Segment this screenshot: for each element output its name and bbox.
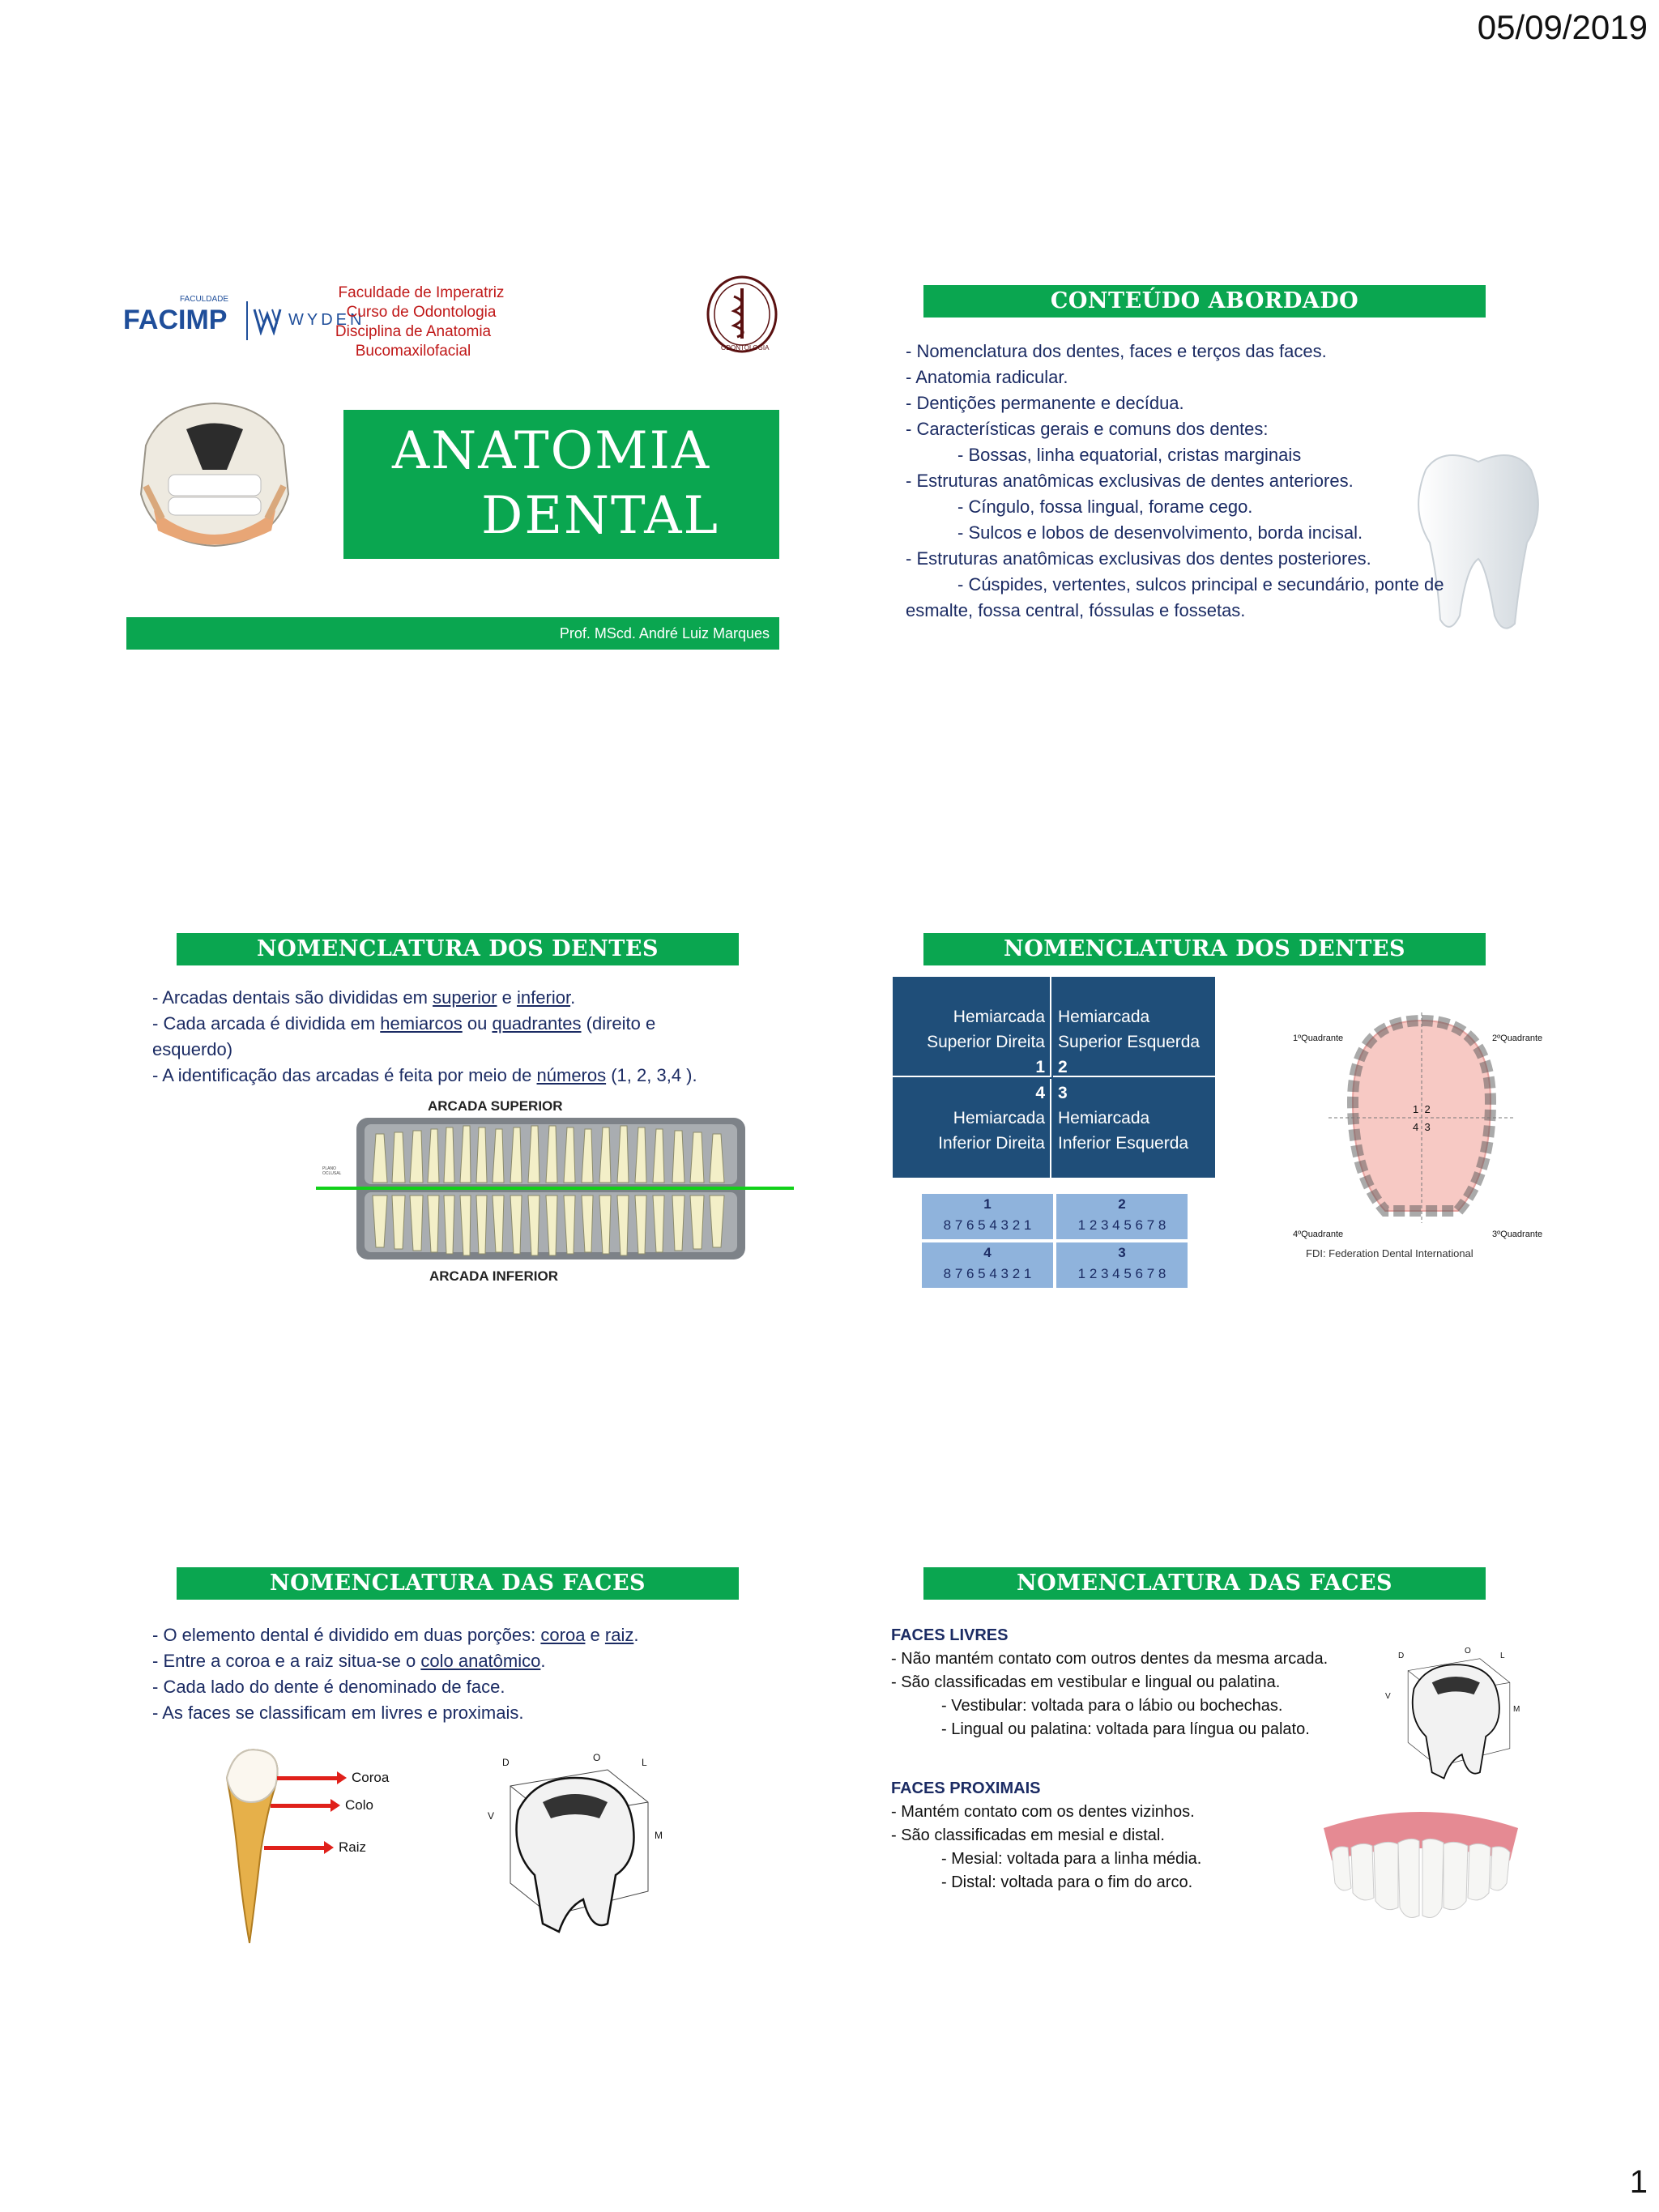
faces-livres-item: - São classificadas em vestibular e lingual ou palatina. [891, 1673, 1281, 1691]
slide3-line-4: - A identificação das arcadas é feita por meio de números (1, 2, 3,4 ). [152, 1065, 697, 1085]
slide6-heading: NOMENCLATURA DAS FACES [923, 1567, 1486, 1600]
logo-divider [246, 301, 248, 340]
slide5-heading: NOMENCLATURA DAS FACES [177, 1567, 739, 1600]
slide3-heading: NOMENCLATURA DOS DENTES [177, 933, 739, 965]
cube-small-label-d: D [1398, 1652, 1405, 1660]
slide-faces-nomenclature-1 [146, 1567, 786, 1956]
slide5-line-4: - As faces se classificam em livres e proximais. [152, 1703, 524, 1723]
number-cell: 1 8 7 6 5 4 3 2 1 [922, 1194, 1053, 1239]
odontologia-seal-icon [705, 274, 779, 355]
caption-lower-arcade: ARCADA INFERIOR [429, 1268, 558, 1284]
fdi-q3-label: 3ºQuadrante [1492, 1230, 1543, 1239]
faces-proximais-item: - Mantém contato com os dentes vizinhos. [891, 1803, 1195, 1821]
slide5-line-3: - Cada lado do dente é denominado de face. [152, 1677, 505, 1697]
fdi-center-top: 1 2 [1413, 1103, 1431, 1115]
tooth-number-table [922, 1194, 1188, 1288]
tooth-parts-illustration [219, 1745, 421, 1948]
faces-proximais-title: FACES PROXIMAIS [891, 1779, 1041, 1797]
content-item: - Anatomia radicular. [906, 367, 1068, 387]
fdi-q4-label: 4ºQuadrante [1293, 1230, 1344, 1239]
label-raiz: Raiz [339, 1839, 367, 1855]
cube-label-d: D [502, 1757, 510, 1768]
fdi-caption: FDI: Federation Dental International [1306, 1247, 1473, 1259]
quadrant-cell-lower-left: 3 Hemiarcada Inferior Esquerda [1053, 1079, 1215, 1178]
cube-small-label-l: L [1500, 1652, 1505, 1660]
slide-title [113, 267, 786, 656]
logo-main-text: FACIMP [123, 305, 228, 335]
quadrant-cell-lower-right: 4 Hemiarcada Inferior Direita [893, 1079, 1051, 1178]
plane-label: PLANO OCLUSAL [322, 1166, 342, 1176]
number-cell: 2 1 2 3 4 5 6 7 8 [1056, 1194, 1188, 1239]
cube-label-m: M [655, 1830, 663, 1841]
quadrant-table [893, 977, 1215, 1178]
content-item: - Cúspides, vertentes, sulcos principal e secundário, ponte de [957, 574, 1444, 595]
fdi-arch-diagram [1328, 1012, 1515, 1223]
institution-line-1: Faculdade de Imperatriz [338, 284, 505, 301]
institution-line-3: Disciplina de Anatomia Bucomaxilofacial [335, 323, 492, 360]
content-item: - Cíngulo, fossa lingual, forame cego. [957, 497, 1253, 517]
slide3-text [152, 985, 784, 1089]
content-item: - Nomenclatura dos dentes, faces e terços das faces. [906, 341, 1327, 361]
slide3-line-3: esquerdo) [152, 1039, 233, 1059]
content-item: - Sulcos e lobos de desenvolvimento, borda incisal. [957, 522, 1363, 543]
slide5-line-2: - Entre a coroa e a raiz situa-se o colo anatômico. [152, 1651, 546, 1671]
cube-small-label-v: V [1385, 1692, 1391, 1701]
faces-livres-item: - Lingual ou palatina: voltada para língua ou palato. [941, 1720, 1310, 1738]
fdi-q1-label: 1ºQuadrante [1293, 1034, 1344, 1043]
seal-text: ODONTOLOGIA [721, 344, 770, 352]
faces-livres-title: FACES LIVRES [891, 1626, 1009, 1644]
slide3-line-2: - Cada arcada é dividida em hemiarcos ou quadrantes (direito e [152, 1013, 656, 1034]
slide-faces-nomenclature-2 [891, 1567, 1572, 1956]
content-item: - Bossas, linha equatorial, cristas marginais [957, 445, 1302, 465]
slide5-line-1: - O elemento dental é dividido em duas porções: coroa e raiz. [152, 1625, 639, 1645]
cube-label-o: O [593, 1752, 601, 1763]
content-list [906, 339, 1570, 624]
faces-proximais-item: - Distal: voltada para o fim do arco. [941, 1873, 1193, 1891]
slide5-text [152, 1622, 784, 1726]
logo-small-text: FACULDADE [180, 295, 229, 304]
caption-upper-arcade: ARCADA SUPERIOR [428, 1098, 563, 1114]
title-line-1: ANATOMIA [392, 421, 711, 481]
slide-teeth-nomenclature-2 [891, 923, 1572, 1312]
cube-label-l: L [642, 1757, 647, 1768]
author-name: Prof. MScd. André Luiz Marques [559, 625, 770, 641]
cube-label-v: V [488, 1810, 495, 1822]
label-coroa: Coroa [352, 1770, 390, 1785]
quadrant-cell-upper-right: Hemiarcada Superior Direita 1 [893, 977, 1051, 1077]
quadrant-cell-upper-left: Hemiarcada Superior Esquerda 2 [1053, 977, 1215, 1077]
slide-teeth-nomenclature-1 [146, 923, 786, 1312]
faces-proximais-item: - São classificadas em mesial e distal. [891, 1826, 1165, 1844]
title-line-2: DENTAL [481, 486, 719, 546]
wyden-icon [253, 306, 285, 335]
content-item: - Características gerais e comuns dos dentes: [906, 419, 1269, 439]
number-cell: 4 8 7 6 5 4 3 2 1 [922, 1242, 1053, 1288]
slide2-heading: CONTEÚDO ABORDADO [923, 285, 1486, 318]
institution-block [300, 283, 543, 361]
content-item: - Dentições permanente e decídua. [906, 393, 1184, 413]
fdi-q2-label: 2ºQuadrante [1492, 1034, 1543, 1043]
institution-line-2: Curso de Odontologia [346, 304, 497, 321]
dental-arcade-illustration [316, 1118, 802, 1264]
logo-partner-text: WYDEN [288, 311, 365, 329]
faces-livres-item: - Vestibular: voltada para o lábio ou bochechas. [941, 1697, 1283, 1715]
content-item: esmalte, fossa central, fóssulas e fossetas. [906, 600, 1246, 620]
number-cell: 3 1 2 3 4 5 6 7 8 [1056, 1242, 1188, 1288]
title-box [343, 410, 779, 559]
cube-small-label-m: M [1513, 1705, 1520, 1714]
cube-small-label-o: O [1465, 1647, 1471, 1656]
slide3-line-1: - Arcadas dentais são divididas em superior e inferior. [152, 987, 576, 1008]
fdi-center-bottom: 4 3 [1413, 1121, 1431, 1133]
author-bar [126, 617, 779, 650]
slide4-heading: NOMENCLATURA DOS DENTES [923, 933, 1486, 965]
molar-cube-small-illustration [1390, 1647, 1528, 1784]
slide-content-overview [899, 275, 1572, 664]
document-date: 05/09/2019 [1477, 8, 1648, 46]
label-colo: Colo [345, 1797, 373, 1813]
front-teeth-illustration [1316, 1804, 1526, 1925]
skull-jaw-illustration [130, 397, 300, 551]
content-item: - Estruturas anatômicas exclusivas dos dentes posteriores. [906, 548, 1371, 569]
molar-cube-illustration [486, 1754, 672, 1940]
faces-livres-item: - Não mantém contato com outros dentes da mesma arcada. [891, 1650, 1328, 1668]
faces-proximais-item: - Mesial: voltada para a linha média. [941, 1850, 1202, 1868]
content-item: - Estruturas anatômicas exclusivas de dentes anteriores. [906, 471, 1354, 491]
page-number: 1 [1629, 2164, 1648, 2200]
